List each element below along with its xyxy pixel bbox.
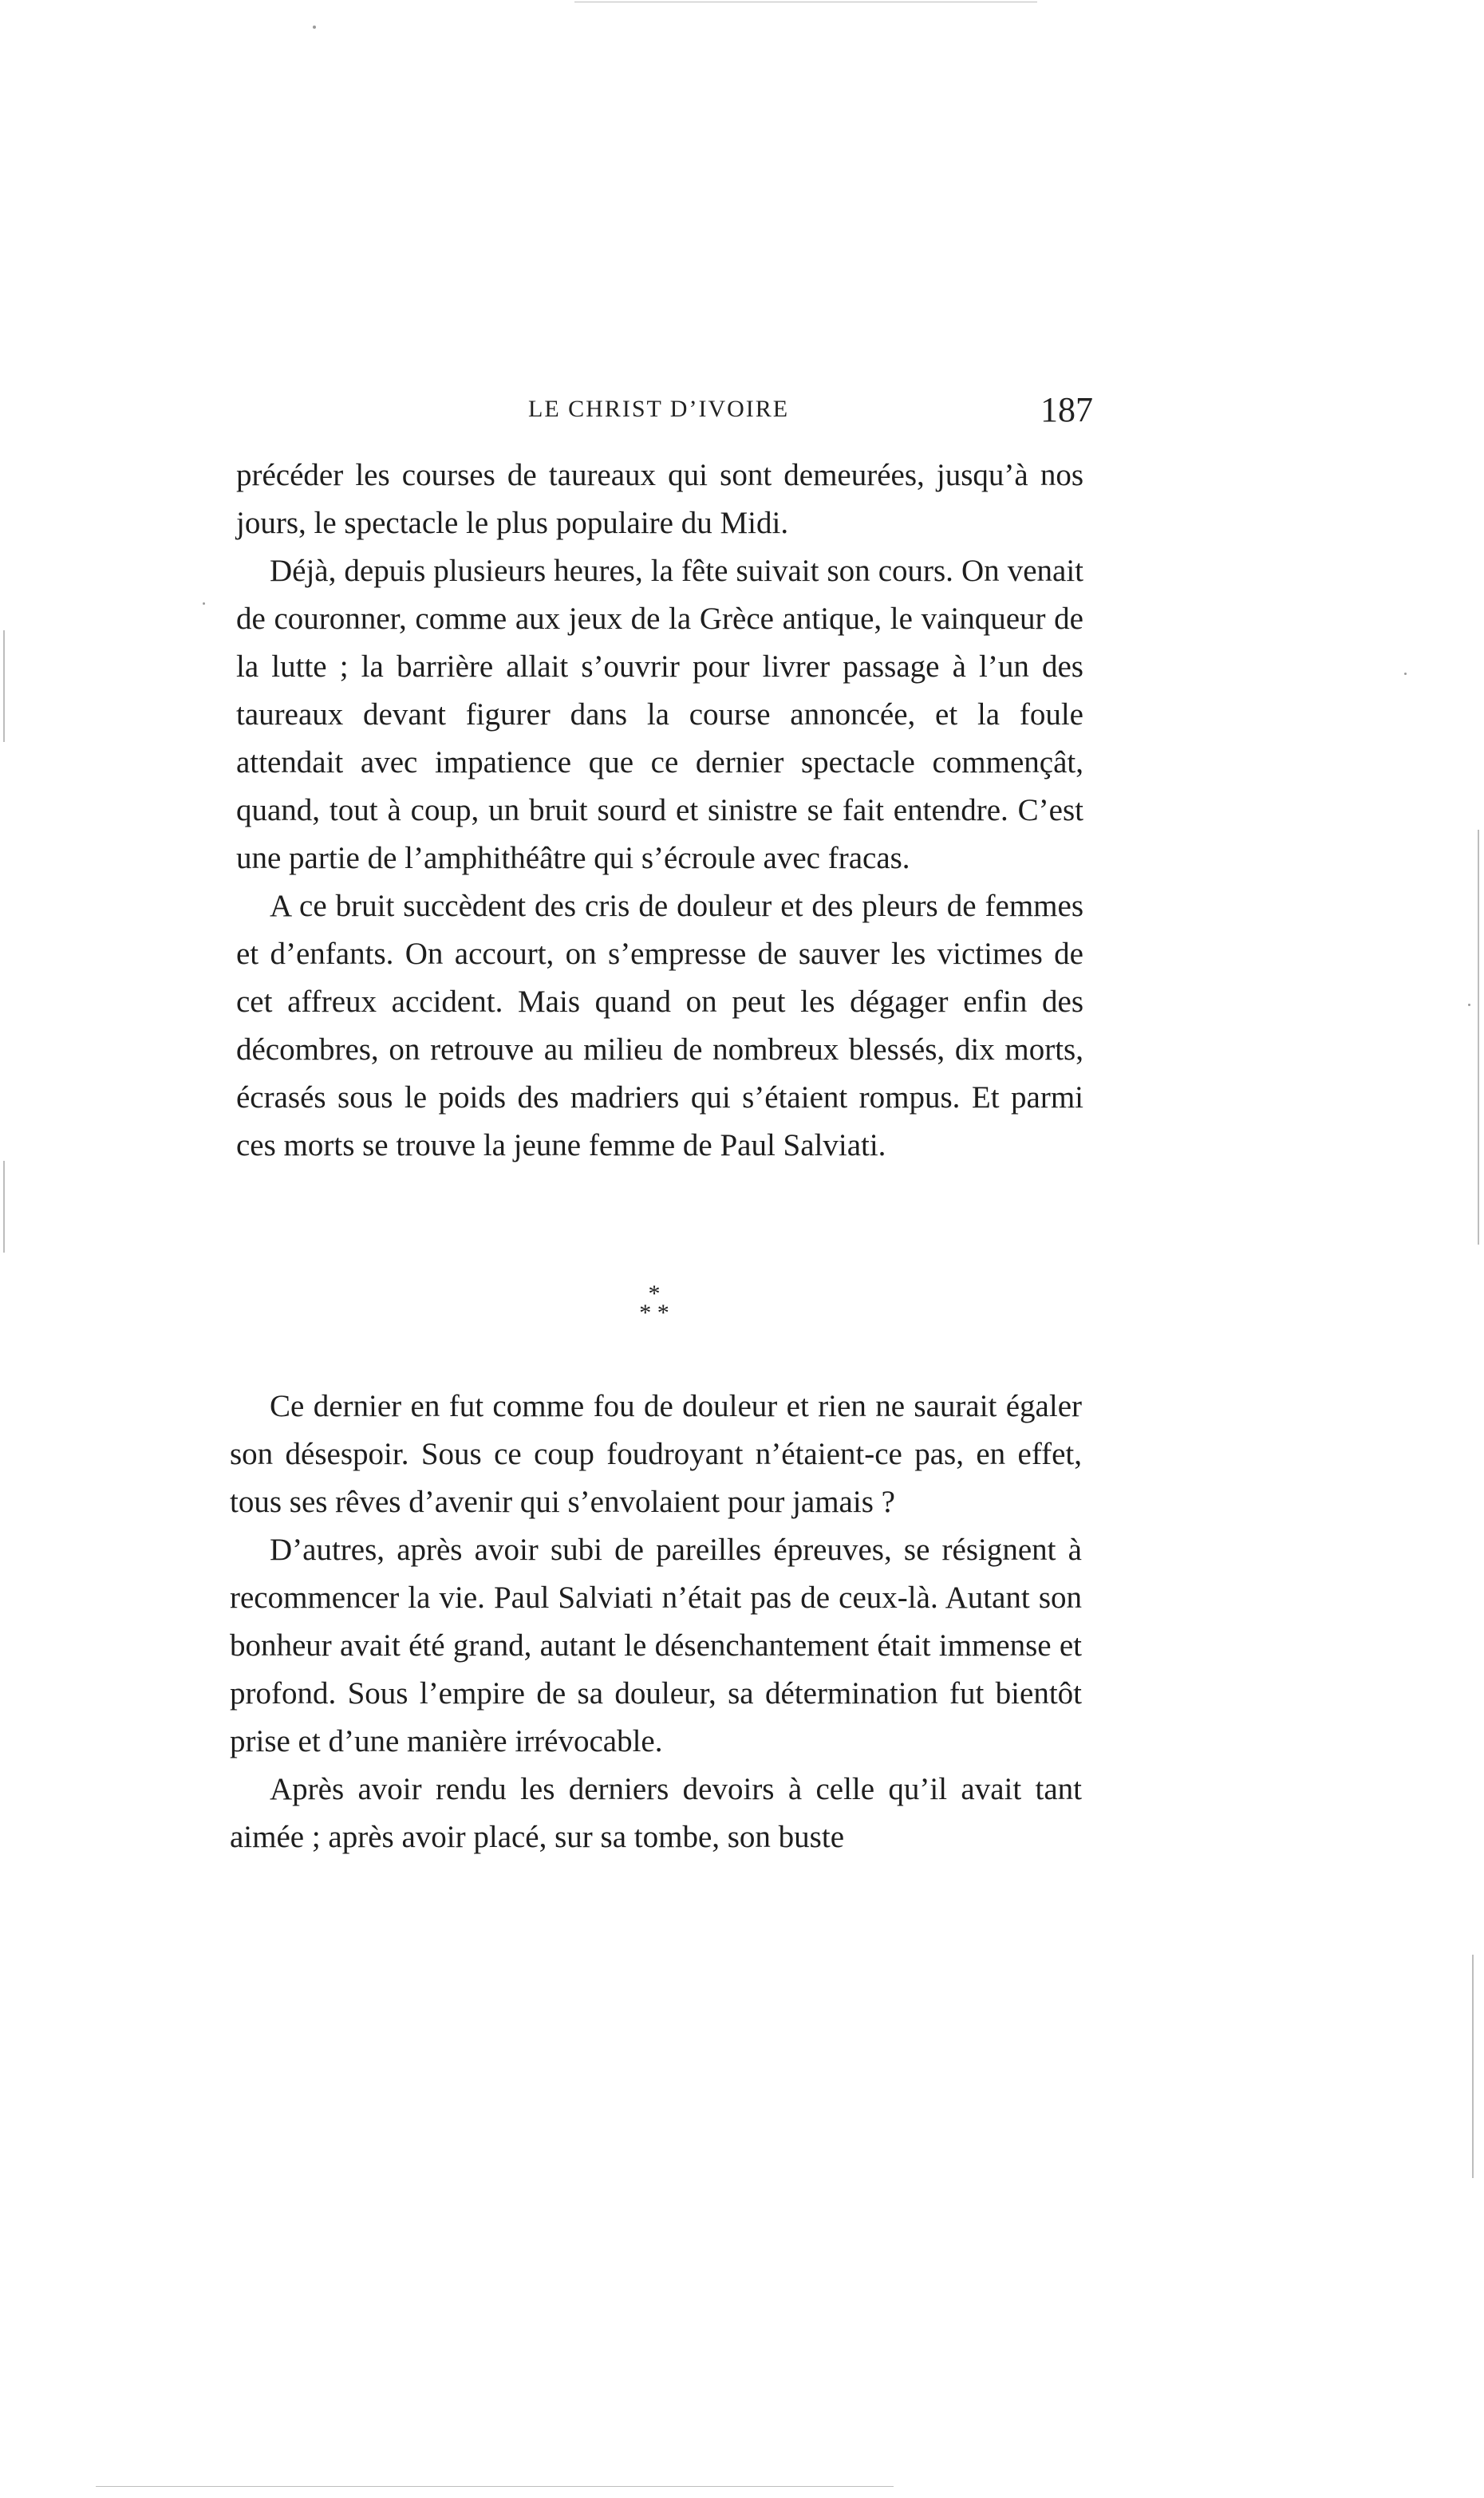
paragraph: Ce dernier en fut comme fou de douleur et rien ne saurait égaler son désespoir. Sous ce coup foudroyant n’étaient-ce pas, en effet, tous ses rêves d’avenir qui s’envolaient pour jamais ?	[230, 1389, 1082, 1519]
running-head	[239, 389, 1093, 437]
scan-speck	[1404, 673, 1407, 675]
scan-speck	[1468, 1004, 1470, 1006]
running-title: LE CHRIST D’IVOIRE	[528, 396, 790, 422]
paragraph: Après avoir rendu les derniers devoirs à celle qu’il avait tant aimée ; après avoir placé, sur sa tombe, son buste	[230, 1772, 1082, 1854]
body-text-part2	[230, 1383, 1082, 1861]
asterism-bottom: * *	[639, 1300, 669, 1326]
scan-speck	[203, 602, 205, 605]
scan-edge-mark-bottom	[96, 2486, 894, 2487]
paragraph: précéder les courses de taureaux qui sont demeurées, jusqu’à nos jours, le spectacle le plus populaire du Midi.	[236, 458, 1083, 540]
scan-edge-mark-right-mid	[1478, 830, 1479, 1245]
scan-speck	[313, 26, 316, 29]
page-number: 187	[1040, 390, 1093, 429]
paragraph: A ce bruit succèdent des cris de douleur et des pleurs de femmes et d’enfants. On accourt, on s’empresse de sauver les victimes de cet affreux accident. Mais quand on peut les dégager enfin des décombres, on retrouve au milieu de nombreux blessés, dix morts, écrasés sous le poids des madriers qui s’étaient rompus. Et parmi ces morts se trouve la jeune femme de Paul Salviati.	[236, 889, 1083, 1162]
scan-edge-mark-right-low	[1472, 1955, 1474, 2178]
scan-edge-mark-left-top	[3, 630, 5, 742]
section-break-asterism	[622, 1281, 686, 1340]
paragraph: D’autres, après avoir subi de pareilles épreuves, se résignent à recommencer la vie. Paul Salviati n’était pas de ceux-là. Autant son bonheur avait été grand, autant le désenchantement était immense et profond. Sous l’empire de sa douleur, sa détermination fut bientôt prise et d’une manière irrévocable.	[230, 1533, 1082, 1758]
body-text-part1	[236, 452, 1083, 1170]
paragraph: Déjà, depuis plusieurs heures, la fête suivait son cours. On venait de couronner, comme aux jeux de la Grèce antique, le vainqueur de la lutte ; la barrière allait s’ouvrir pour livrer passage à l’un des taureaux devant figurer dans la course annoncée, et la foule attendait avec impatience que ce dernier spectacle commençât, quand, tout à coup, un bruit sourd et sinistre se fait entendre. C’est une partie de l’amphithéâtre qui s’écroule avec fracas.	[236, 554, 1083, 875]
scan-edge-mark-left-bottom	[3, 1161, 5, 1253]
asterism-top: *	[648, 1281, 661, 1307]
